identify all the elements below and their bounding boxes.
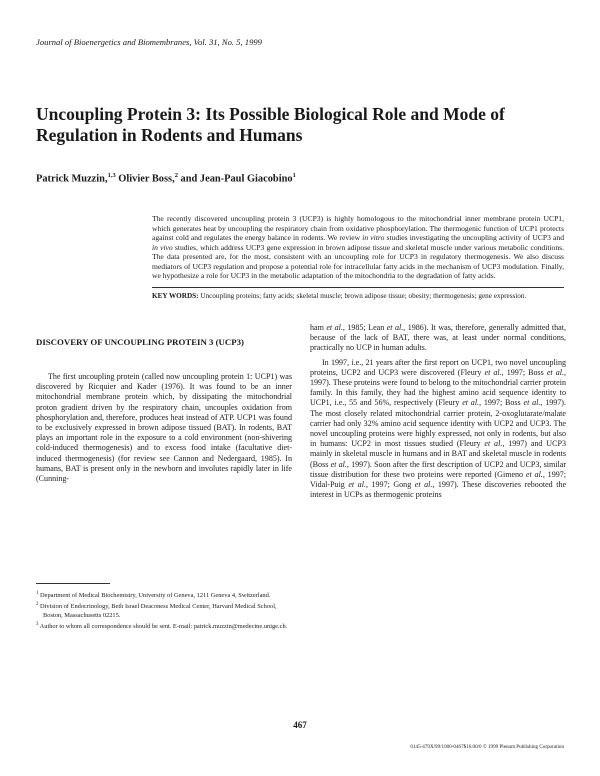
author-name: Patrick Muzzin, <box>36 173 108 185</box>
italic-segment: et al. <box>348 480 366 490</box>
abstract-segment: studies investigating the uncoupling activity of UCP3 and <box>384 233 565 243</box>
text-segment: , 1997). The most closely related mitochondrial carrier protein, 2-oxoglutarate/malate carrier had only 32% amino acid sequence identity with UCP2 and UCP3. The novel uncoupling proteins were highly expressed, not only in rodents, but also in humans: UCP2 in most tissues studied (Fleury <box>310 398 566 449</box>
footnote-mark: 3 <box>36 622 39 628</box>
author-affiliation-mark: 1 <box>292 172 296 179</box>
text-segment: , 1997) and UCP3 mainly in skeletal muscle in humans and in BAT and skeletal muscle in rodents (Boss <box>310 439 566 469</box>
page-number: 467 <box>293 720 307 730</box>
abstract-divider <box>152 287 564 288</box>
author-name: Olivier Boss, <box>118 173 175 185</box>
footnote-divider <box>36 583 110 584</box>
text-segment: , 1997; Vidal-Puig <box>310 469 567 490</box>
footnotes <box>36 590 292 633</box>
footnote <box>36 590 292 600</box>
footnote-mark: 1 <box>36 591 39 596</box>
text-segment: , 1997; Gong <box>365 480 415 490</box>
keywords <box>152 292 564 301</box>
section-heading: DISCOVERY OF UNCOUPLING PROTEIN 3 (UCP3) <box>36 337 244 347</box>
italic-segment: et al. <box>386 323 404 332</box>
footnote-text: Department of Medical Biochemistry, University of Geneva, 1211 Geneva 4, Switzerland. <box>38 592 271 600</box>
italic-segment: et al. <box>462 398 480 408</box>
text-segment: In 1997, i.e., 21 years after the first report on UCP1, two novel uncoupling proteins, UCP2 and UCP3 were discovered (Fleury <box>310 357 566 377</box>
abstract-segment: studies, which address UCP3 gene expression in brown adipose tissue and skeletal muscle under various metabolic conditions. The data presented are, for the most, consistent with an uncoupling role for UCP3 in regulatory thermogenesis. We also discuss mediators of UCP3 regulation and propose a potential role for intracellular fatty acids in the mechanism of UCP3 modulation. Finally, we hypothesize a role for UCP3 in the metabolic adaptation of the mitochondria to the degradation of fatty acids. <box>152 242 565 281</box>
right-column-body <box>310 323 566 500</box>
paragraph <box>310 358 566 501</box>
abstract-segment: The recently discovered uncoupling protein 3 (UCP3) is highly homologous to the mitochondrial inner membrane protein UCP1, which generates heat by uncoupling the respiratory chain from oxidative phosphorylation. The thermogenic function of UCP1 protects against cold and regulates the energy balance in rodents. We review <box>152 214 564 243</box>
paragraph <box>310 323 566 354</box>
keywords-label: KEY WORDS: <box>152 292 199 300</box>
text-segment: , 1997; Boss <box>479 398 524 408</box>
journal-header: Journal of Bioenergetics and Biomembranes, Vol. 31, No. 5, 1999 <box>36 37 262 47</box>
text-segment: , 1997). These discoveries rebooted the interest in UCPs as thermogenic proteins <box>310 480 567 500</box>
abstract-italic: in vivo <box>152 242 173 252</box>
footnote-mark: 2 <box>36 602 39 608</box>
text-segment: , 1997; Boss <box>501 367 547 377</box>
abstract-text <box>152 214 564 281</box>
text-segment: , 1997). These proteins were found to belong to the mitochondrial carrier protein family. In this family, they had the highest amino acid sequence identity to UCP1, i.e., 55 and 56%, respectively (Fleury <box>310 367 566 408</box>
text-segment: , 1997). Soon after the first description of UCP2 and UCP3, similar tissue distribution for these two proteins were reported (Gimeno <box>310 459 566 479</box>
footnote-text: Author to whom all correspondence should be sent. E-mail: patrick.muzzin@medecine.unige.ch. <box>38 623 288 631</box>
italic-segment: et al. <box>523 398 541 408</box>
author-affiliation-mark: 2 <box>174 172 178 179</box>
text-segment: ham <box>310 323 327 332</box>
author-list <box>36 172 296 184</box>
copyright-line: 0145-479X/99/1000-0467$16.00/0 © 1999 Plenum Publishing Corporation <box>410 744 564 750</box>
italic-segment: et al. <box>326 323 343 332</box>
footnote <box>36 621 292 631</box>
italic-segment: et al. <box>484 367 502 377</box>
footnote-text: Division of Endocrinology, Beth Israel Deaconess Medical Center, Harvard Medical School, Boston, Massachusetts 02215. <box>38 603 277 619</box>
author-name: and Jean-Paul Giacobino <box>180 173 293 185</box>
footnote <box>36 601 292 620</box>
italic-segment: et al. <box>525 469 543 479</box>
abstract <box>152 214 564 281</box>
italic-segment: et al. <box>330 459 347 469</box>
left-column-body <box>36 372 292 484</box>
italic-segment: et al. <box>484 439 503 449</box>
keywords-text: Uncoupling proteins; fatty acids; skeletal muscle; brown adipose tissue; obesity; thermogenesis; gene expression. <box>198 292 527 300</box>
italic-segment: et al. <box>414 480 433 490</box>
article-title: Uncoupling Protein 3: Its Possible Biological Role and Mode of Regulation in Rodents and Humans <box>36 104 505 145</box>
author-affiliation-mark: 1,3 <box>107 172 116 179</box>
text-segment: , 1986). It was, therefore, generally admitted that, because of the lack of BAT, there was, at least under normal conditions, practically no UCP in human adults. <box>310 323 566 353</box>
italic-segment: et al. <box>546 367 564 377</box>
paragraph: The first uncoupling protein (called now uncoupling protein 1: UCP1) was discovered by Ricquier and Kader (1976). It was found to be an inner mitochondrial membrane protein which, by dissipating the mitochondrial proton gradient driven by the respiratory chain, uncouples oxidation from phosphorylation and, therefore, produces heat instead of ATP. UCP1 was found to be exclusively expressed in brown adipose tissued (BAT). In rodents, BAT plays an important role in the exposure to a cold environment (non-shivering cold-induced thermogenesis) and to excess food intake (facultative diet-induced thermogenesis) (for review see Cannon and Nedergaard, 1985). In humans, BAT is present only in the newborn and involutes rapidly later in life (Cunning- <box>36 372 292 484</box>
abstract-italic: in vitro <box>362 233 385 243</box>
text-segment: , 1985; Lean <box>342 323 387 332</box>
